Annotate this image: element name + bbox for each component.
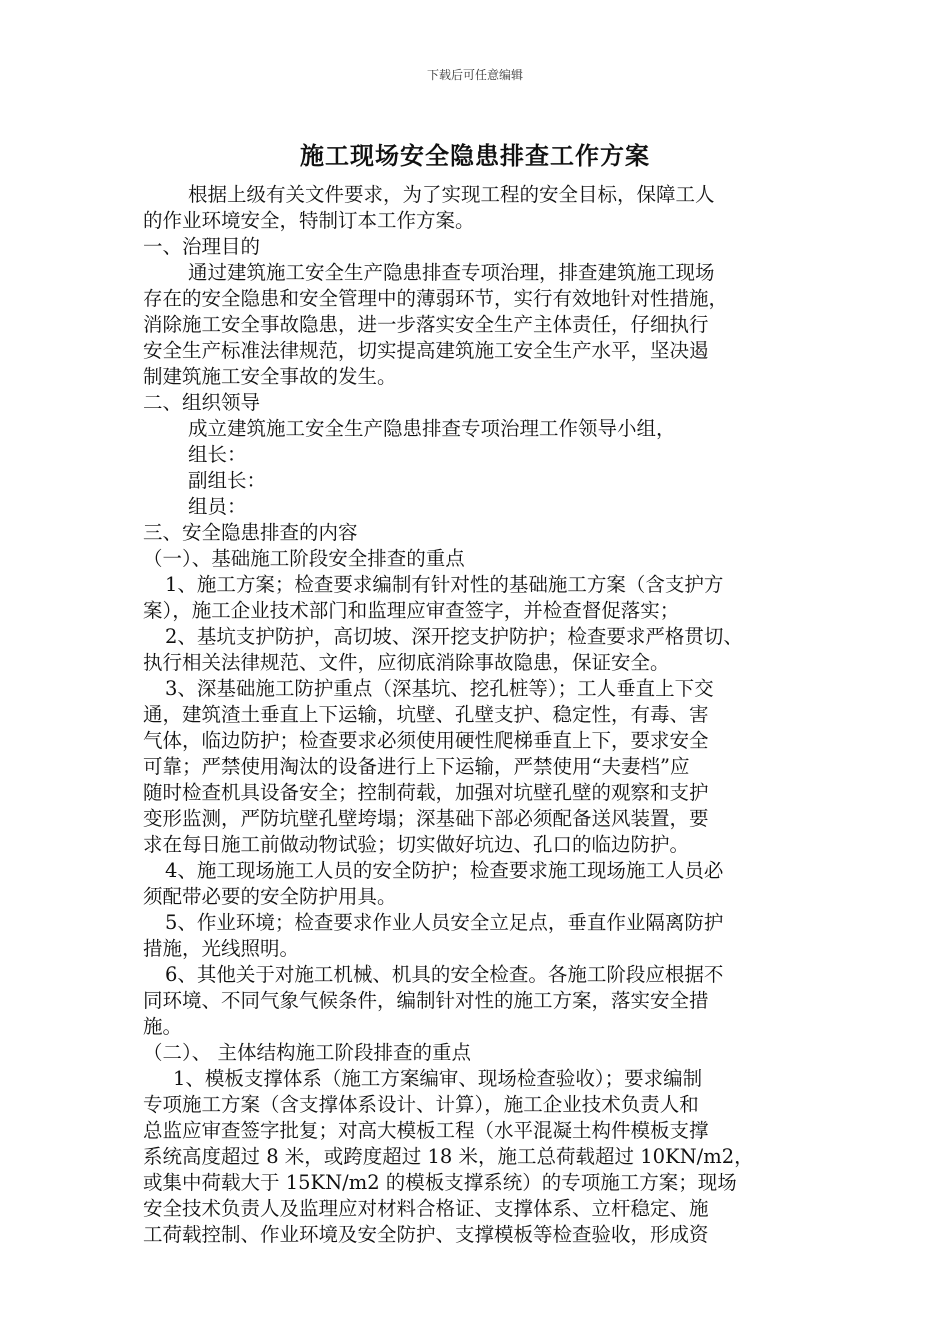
text-line: 变形监测，严防坑壁孔壁垮塌；深基础下部必须配备送风装置，要	[143, 807, 709, 830]
text-line: 的作业环境安全，特制订本工作方案。	[143, 209, 475, 232]
text-line: 专项施工方案（含支撑体系设计、计算），施工企业技术负责人和	[143, 1093, 699, 1116]
text-line: 4、施工现场施工人员的安全防护；检查要求施工现场施工人员必	[165, 859, 724, 882]
text-line: 1、施工方案；检查要求编制有针对性的基础施工方案（含支护方	[165, 573, 724, 596]
text-line: 执行相关法律规范、文件，应彻底消除事故隐患，保证安全。	[143, 651, 670, 674]
text-line: 同环境、不同气象气候条件，编制针对性的施工方案，落实安全措	[143, 989, 709, 1012]
text-line: （一）、基础施工阶段安全排查的重点	[143, 547, 465, 570]
text-line: 一、治理目的	[143, 235, 261, 258]
text-line: 6、其他关于对施工机械、机具的安全检查。各施工阶段应根据不	[165, 963, 724, 986]
text-line: 通，建筑渣土垂直上下运输，坑壁、孔壁支护、稳定性，有毒、害	[143, 703, 709, 726]
header-note: 下载后可任意编辑	[426, 68, 523, 82]
text-line: （二）、 主体结构施工阶段排查的重点	[143, 1041, 471, 1064]
text-line: 制建筑施工安全事故的发生。	[143, 365, 397, 388]
text-line: 气体，临边防护；检查要求必须使用硬性爬梯垂直上下，要求安全	[143, 729, 709, 752]
text-line: 求在每日施工前做动物试验；切实做好坑边、孔口的临边防护。	[143, 833, 690, 856]
text-line: 5、作业环境；检查要求作业人员安全立足点，垂直作业隔离防护	[165, 911, 724, 934]
text-line: 安全生产标准法律规范，切实提高建筑施工安全生产水平，坚决遏	[143, 339, 709, 362]
text-line: 根据上级有关文件要求，为了实现工程的安全目标，保障工人	[188, 183, 715, 206]
text-line: 随时检查机具设备安全；控制荷载，加强对坑壁孔壁的观察和支护	[143, 781, 709, 804]
text-line: 安全技术负责人及监理应对材料合格证、支撑体系、立杆稳定、施	[143, 1197, 709, 1220]
text-line: 须配带必要的安全防护用具。	[143, 885, 397, 908]
document-body	[143, 182, 825, 1248]
text-line: 二、组织领导	[143, 391, 261, 414]
text-line: 总监应审查签字批复；对高大模板工程（水平混凝土构件模板支撑	[143, 1119, 709, 1142]
text-line: 组长：	[188, 443, 247, 466]
text-line: 工荷载控制、作业环境及安全防护、支撑模板等检查验收，形成资	[143, 1223, 709, 1246]
text-line: 消除施工安全事故隐患，进一步落实安全生产主体责任，仔细执行	[143, 313, 709, 336]
text-line: 系统高度超过 8 米，或跨度超过 18 米，施工总荷载超过 10KN/m2，	[143, 1145, 754, 1168]
text-line: 成立建筑施工安全生产隐患排查专项治理工作领导小组，	[188, 417, 676, 440]
text-line: 副组长：	[188, 469, 267, 492]
text-line: 施。	[143, 1015, 183, 1038]
text-line: 2、基坑支护防护，高切坡、深开挖支护防护；检查要求严格贯切、	[165, 625, 743, 648]
text-line: 3、深基础施工防护重点（深基坑、挖孔桩等）；工人垂直上下交	[165, 677, 714, 700]
text-line: 通过建筑施工安全生产隐患排查专项治理，排查建筑施工现场	[188, 261, 715, 284]
text-line: 案），施工企业技术部门和监理应审查签字，并检查督促落实；	[143, 599, 680, 622]
document-title: 施工现场安全隐患排查工作方案	[300, 141, 650, 170]
text-line: 1、模板支撑体系（施工方案编审、现场检查验收）；要求编制	[173, 1067, 703, 1090]
text-line: 组员：	[188, 495, 247, 518]
text-line: 措施，光线照明。	[143, 937, 300, 960]
text-line: 可靠；严禁使用淘汰的设备进行上下运输，严禁使用“夫妻档”应	[143, 755, 690, 778]
text-line: 三、安全隐患排查的内容	[143, 521, 358, 544]
text-line: 或集中荷载大于 15KN/m2 的模板支撑系统）的专项施工方案；现场	[143, 1171, 737, 1194]
text-line: 存在的安全隐患和安全管理中的薄弱环节，实行有效地针对性措施，	[143, 287, 729, 310]
